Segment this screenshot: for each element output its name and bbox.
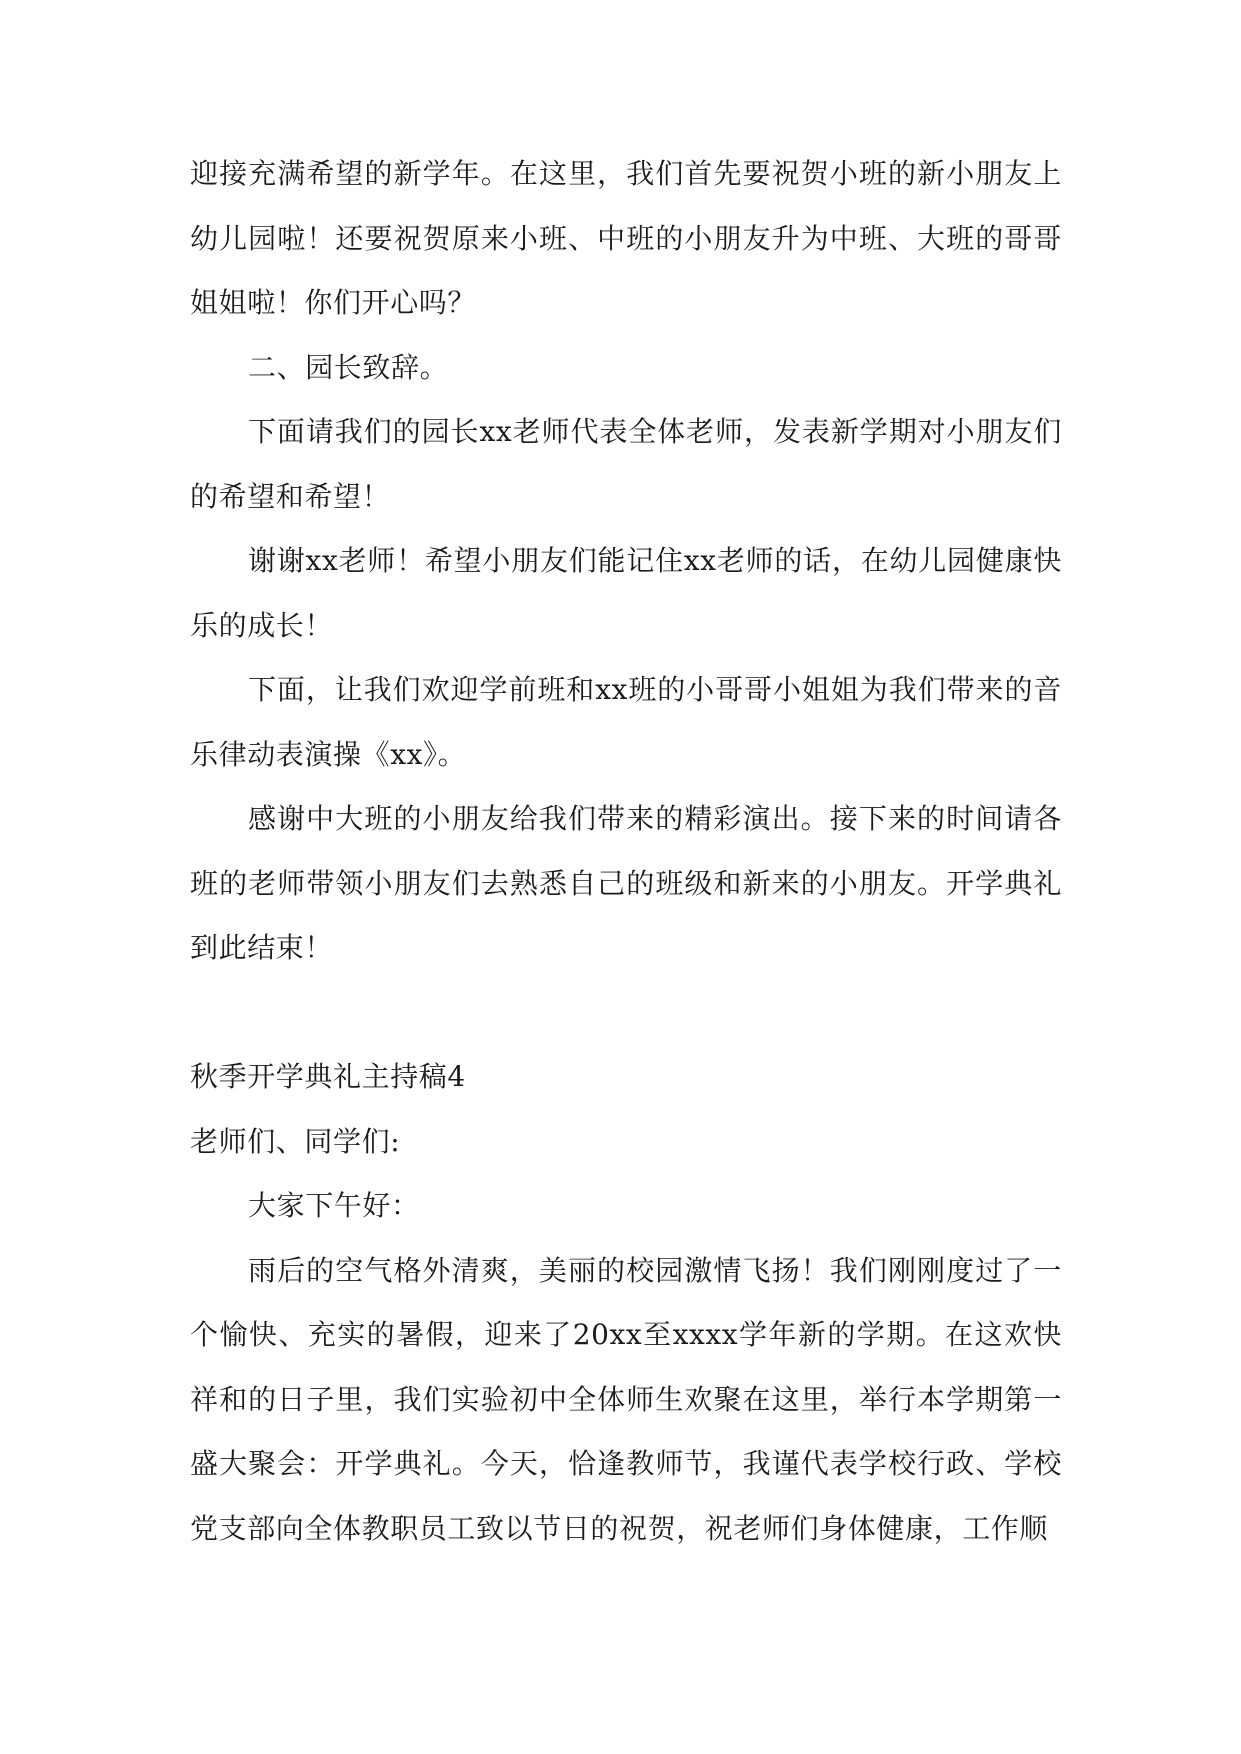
paragraph-principal-invite: 下面请我们的园长xx老师代表全体老师，发表新学期对小朋友们的希望和希望！	[190, 415, 1062, 513]
greeting: 大家下午好：	[248, 1189, 420, 1222]
paragraph-speech-body: 雨后的空气格外清爽，美丽的校园激情飞扬！我们刚刚度过了一个愉快、充实的暑假，迎来了20xx至xxxx学年新的学期。在这欢快祥和的日子里，我们实验初中全体师生欢聚在这里，举行本学期第一盛大聚会：开学典礼。今天，恰逢教师节，我谨代表学校行政、学校党支部向全体教职员工致以节日的祝贺，祝老师们身体健康，工作顺	[190, 1253, 1062, 1545]
salutation: 老师们、同学们:	[190, 1124, 401, 1158]
paragraph-thanks: 谢谢xx老师！希望小朋友们能记住xx老师的话，在幼儿园健康快乐的成长！	[190, 544, 1062, 642]
paragraph-continued: 迎接充满希望的新学年。在这里，我们首先要祝贺小班的新小朋友上幼儿园啦！还要祝贺原来小班、中班的小朋友升为中班、大班的哥哥姐姐啦！你们开心吗？	[190, 157, 1062, 319]
paragraph-closing: 感谢中大班的小朋友给我们带来的精彩演出。接下来的时间请各班的老师带领小朋友们去熟悉自己的班级和新来的小朋友。开学典礼到此结束！	[190, 802, 1062, 964]
section-gap	[190, 981, 1062, 1046]
section-title: 秋季开学典礼主持稿4	[190, 1060, 466, 1093]
paragraph-performance: 下面，让我们欢迎学前班和xx班的小哥哥小姐姐为我们带来的音乐律动表演操《xx》。	[190, 673, 1062, 771]
paragraph-heading-principal-speech: 二、园长致辞。	[248, 350, 449, 384]
document-body	[190, 142, 1062, 1561]
